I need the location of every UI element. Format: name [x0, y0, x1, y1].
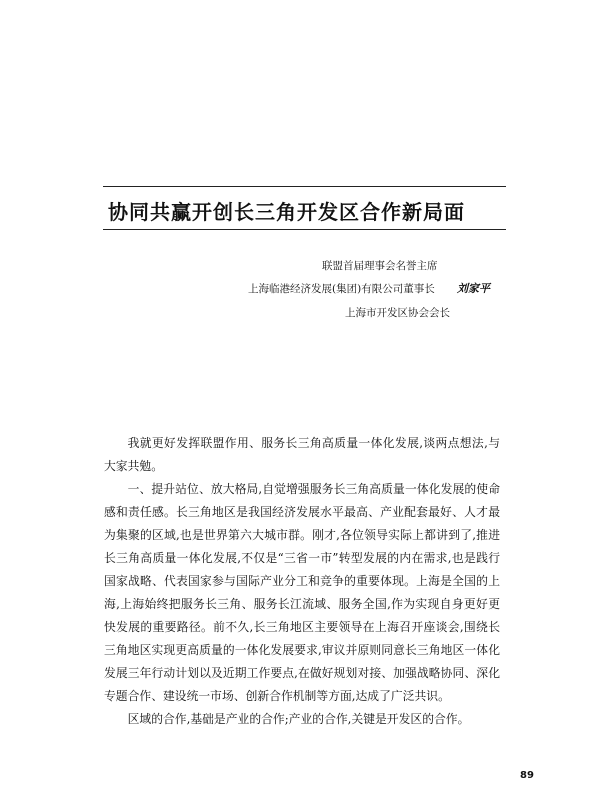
article-body — [104, 432, 500, 731]
page-number: 89 — [520, 770, 534, 781]
byline-position-3: 上海市开发区协会会长 — [345, 307, 450, 319]
paragraph-intro: 我就更好发挥联盟作用、服务长三角高质量一体化发展,谈两点想法,与大家共勉。 — [104, 436, 500, 473]
byline-position-1: 联盟首届理事会名誉主席 — [322, 260, 438, 272]
title-bottom-rule — [103, 229, 506, 230]
author-name: 刘家平 — [457, 282, 490, 295]
byline-position-2: 上海临港经济发展(集团)有限公司董事长 — [248, 283, 435, 295]
paragraph-section-one: 一、提升站位、放大格局,自觉增强服务长三角高质量一体化发展的使命感和责任感。长三角地区是我国经济发展水平最高、产业配套最好、人才最为集聚的区域,也是世界第六大城市群。刚才,各位领导实际上都讲到了,推进长三角高质量一体化发展,不仅是“三省一市”转型发展的内在需求,也是践行国家战略、代表国家参与国际产业分工和竞争的重要体现。上海是全国的上海,上海始终把服务长三角、服务长江流域、服务全国,作为实现自身更好更快发展的重要路径。前不久,长三角地区主要领导在上海召开座谈会,围绕长三角地区实现更高质量的一体化发展要求,审议并原则同意长三角地区一体化发展三年行动计划以及近期工作要点,在做好规划对接、加强战略协同、深化专题合作、建设统一市场、创新合作机制等方面,达成了广泛共识。 — [104, 482, 500, 703]
title-top-rule — [103, 186, 506, 187]
article-title: 协同共赢开创长三角开发区合作新局面 — [108, 200, 465, 224]
paragraph-regional-cooperation: 区域的合作,基础是产业的合作;产业的合作,关键是开发区的合作。 — [127, 712, 470, 726]
